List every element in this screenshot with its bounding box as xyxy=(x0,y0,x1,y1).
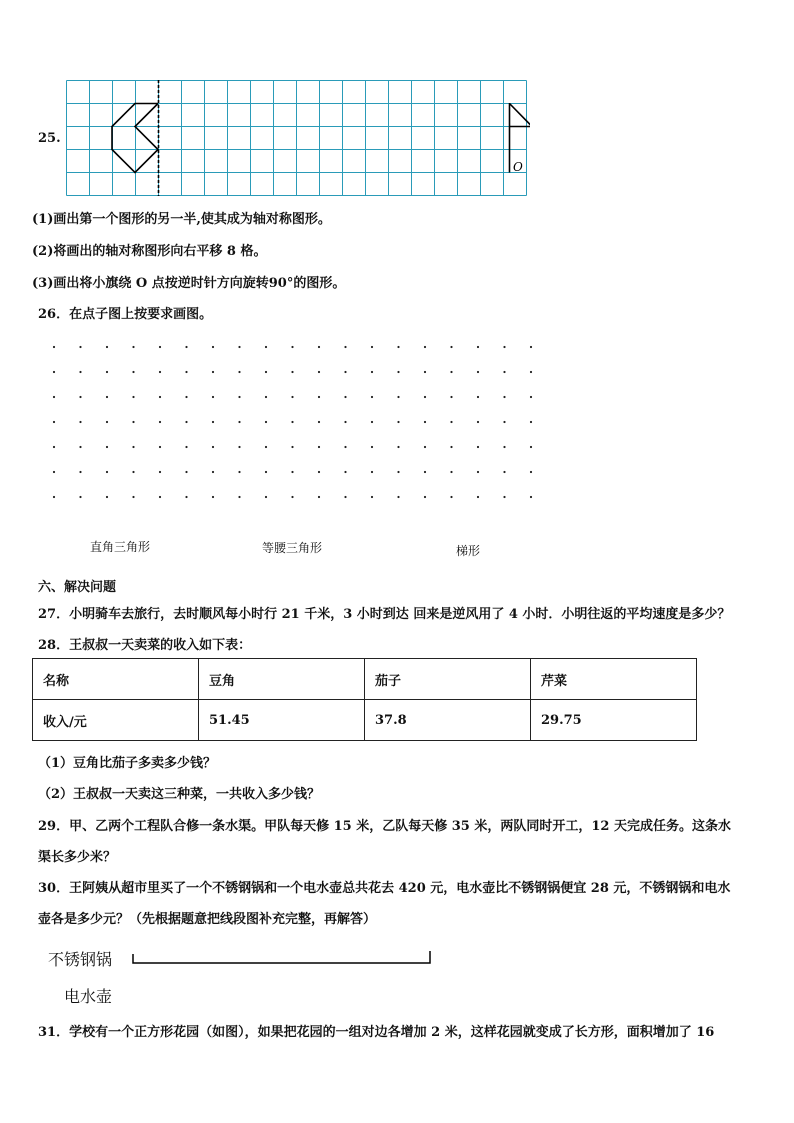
grid-dot xyxy=(371,471,373,473)
grid-dot xyxy=(185,496,187,498)
grid-dot xyxy=(265,396,267,398)
grid-dot xyxy=(238,446,240,448)
grid-dot xyxy=(265,446,267,448)
grid-dot xyxy=(238,496,240,498)
grid-dot xyxy=(530,471,532,473)
segment-diagram xyxy=(128,944,438,968)
grid-dot xyxy=(53,346,55,348)
q29-line-2: 渠长多少米？ xyxy=(38,850,117,865)
grid-dot xyxy=(291,471,293,473)
grid-dot xyxy=(477,446,479,448)
grid-dot xyxy=(318,421,320,423)
table-cell: 芹菜 xyxy=(531,659,697,700)
grid-dot xyxy=(450,371,452,373)
label-kettle: 电水壶 xyxy=(64,987,113,1006)
label-isosceles-triangle: 等腰三角形 xyxy=(262,541,323,555)
grid-dot xyxy=(344,471,346,473)
grid-dot xyxy=(238,371,240,373)
grid-dot xyxy=(132,346,134,348)
grid-dot xyxy=(424,496,426,498)
grid-dot xyxy=(212,446,214,448)
grid-dot xyxy=(344,446,346,448)
q26-title: 26．在点子图上按要求画图。 xyxy=(38,307,213,322)
grid-dot xyxy=(477,496,479,498)
grid-dot xyxy=(450,421,452,423)
grid-dot xyxy=(212,396,214,398)
q25-part-3: (3)画出将小旗绕 O 点按逆时针方向旋转90°的图形。 xyxy=(32,276,346,291)
grid-dot xyxy=(450,471,452,473)
q28-sub-1: （1）豆角比茄子多卖多少钱？ xyxy=(38,756,217,771)
grid-dot xyxy=(79,446,81,448)
grid-dot xyxy=(291,346,293,348)
grid-dot xyxy=(79,371,81,373)
grid-dot xyxy=(344,496,346,498)
grid-dot xyxy=(397,471,399,473)
grid-dot xyxy=(212,471,214,473)
grid-dot xyxy=(397,396,399,398)
q31-text: 31．学校有一个正方形花园（如图），如果把花园的一组对边各增加 2 米，这样花园就变成了长方形，面积增加了 16 xyxy=(38,1025,715,1040)
grid-dot xyxy=(291,371,293,373)
grid-dot xyxy=(185,396,187,398)
grid-dot xyxy=(424,471,426,473)
grid-dot xyxy=(106,421,108,423)
grid-dot xyxy=(318,371,320,373)
grid-dot xyxy=(371,346,373,348)
dot-grid xyxy=(40,335,550,515)
grid-dot xyxy=(477,471,479,473)
grid-dot xyxy=(318,346,320,348)
grid-dot xyxy=(79,346,81,348)
grid-dot xyxy=(238,396,240,398)
grid-dot xyxy=(106,371,108,373)
grid-dot xyxy=(530,446,532,448)
grid-dot xyxy=(132,446,134,448)
grid-dot xyxy=(530,371,532,373)
grid-dot xyxy=(477,396,479,398)
grid-dot xyxy=(212,371,214,373)
grid-dot xyxy=(318,446,320,448)
grid-dot xyxy=(265,421,267,423)
grid-dot xyxy=(79,421,81,423)
grid-dot xyxy=(503,496,505,498)
grid-dot xyxy=(424,421,426,423)
grid-dot xyxy=(106,346,108,348)
grid-dot xyxy=(185,346,187,348)
grid-dot xyxy=(530,421,532,423)
grid-dot xyxy=(477,346,479,348)
q28-sub-2: （2）王叔叔一天卖这三种菜，一共收入多少钱？ xyxy=(38,787,321,802)
grid-dot xyxy=(106,446,108,448)
grid-dot xyxy=(503,371,505,373)
table-cell: 茄子 xyxy=(365,659,531,700)
label-right-triangle: 直角三角形 xyxy=(90,540,151,554)
grid-dot xyxy=(291,396,293,398)
grid-dot xyxy=(344,396,346,398)
grid-dot xyxy=(132,421,134,423)
question-number-25: 25. xyxy=(38,131,61,146)
table-row xyxy=(33,700,697,741)
grid-dot xyxy=(185,421,187,423)
table-cell: 豆角 xyxy=(199,659,365,700)
grid-dot xyxy=(212,421,214,423)
grid-dot xyxy=(318,496,320,498)
grid-dot xyxy=(530,346,532,348)
section-heading: 六、解决问题 xyxy=(38,580,117,595)
q30-line-1: 30．王阿姨从超市里买了一个不锈钢锅和一个电水壶总共花去 420 元，电水壶比不锈钢锅便宜 28 元，不锈钢锅和电水 xyxy=(38,881,731,896)
grid-dot xyxy=(212,346,214,348)
grid-dot xyxy=(159,496,161,498)
grid-dot xyxy=(159,346,161,348)
grid-dot xyxy=(530,496,532,498)
grid-dot xyxy=(371,496,373,498)
q27-text: 27．小明骑车去旅行，去时顺风每小时行 21 千米，3 小时到达 回来是逆风用了 4 小时．小明往返的平均速度是多少？ xyxy=(38,607,731,622)
grid-dot xyxy=(159,471,161,473)
grid-dot xyxy=(265,471,267,473)
grid-dot xyxy=(424,396,426,398)
grid-dot xyxy=(450,346,452,348)
grid-dot xyxy=(53,371,55,373)
grid-dot xyxy=(159,446,161,448)
grid-dot xyxy=(477,371,479,373)
grid-lines xyxy=(67,81,527,196)
grid-dot xyxy=(503,421,505,423)
grid-dot xyxy=(238,421,240,423)
grid-dot xyxy=(238,346,240,348)
table-cell: 51.45 xyxy=(199,700,365,741)
grid-dot xyxy=(450,446,452,448)
grid-dot xyxy=(159,396,161,398)
grid-dot xyxy=(132,371,134,373)
grid-dot xyxy=(344,346,346,348)
grid-dot xyxy=(503,346,505,348)
table-cell: 收入/元 xyxy=(33,700,199,741)
grid-dot xyxy=(397,446,399,448)
grid-dot xyxy=(450,396,452,398)
grid-dot xyxy=(344,371,346,373)
grid-figure xyxy=(66,80,530,198)
grid-dot xyxy=(106,471,108,473)
grid-dot xyxy=(132,471,134,473)
grid-dot xyxy=(397,371,399,373)
grid-dot xyxy=(371,421,373,423)
grid-dot xyxy=(424,371,426,373)
point-o-label: O xyxy=(513,160,523,174)
table-cell: 37.8 xyxy=(365,700,531,741)
label-trapezoid: 梯形 xyxy=(456,544,481,558)
grid-dot xyxy=(371,371,373,373)
label-steel-pot: 不锈钢锅 xyxy=(48,950,113,969)
grid-dot xyxy=(106,496,108,498)
q25-part-2: (2)将画出的轴对称图形向右平移 8 格。 xyxy=(32,244,267,259)
grid-dot xyxy=(132,496,134,498)
grid-dot xyxy=(318,396,320,398)
grid-dot xyxy=(503,396,505,398)
grid-dot xyxy=(530,396,532,398)
grid-dot xyxy=(503,446,505,448)
grid-dot xyxy=(53,421,55,423)
grid-dot xyxy=(424,446,426,448)
q29-line-1: 29．甲、乙两个工程队合修一条水渠。甲队每天修 15 米，乙队每天修 35 米，两队同时开工，12 天完成任务。这条水 xyxy=(38,819,731,834)
table-cell: 名称 xyxy=(33,659,199,700)
grid-dot xyxy=(371,446,373,448)
grid-dot xyxy=(424,346,426,348)
grid-dot xyxy=(265,371,267,373)
grid-dot xyxy=(450,496,452,498)
q28-title: 28．王叔叔一天卖菜的收入如下表： xyxy=(38,638,252,653)
grid-dot xyxy=(477,421,479,423)
grid-dot xyxy=(212,496,214,498)
grid-dot xyxy=(79,396,81,398)
grid-dot xyxy=(185,371,187,373)
grid-dot xyxy=(397,346,399,348)
grid-dot xyxy=(53,496,55,498)
grid-dot xyxy=(397,496,399,498)
grid-dot xyxy=(291,446,293,448)
grid-dot xyxy=(185,471,187,473)
grid-dot xyxy=(53,471,55,473)
grid-dot xyxy=(291,421,293,423)
grid-dot xyxy=(106,396,108,398)
q25-part-1: (1)画出第一个图形的另一半,使其成为轴对称图形。 xyxy=(32,212,331,227)
grid-dot xyxy=(132,396,134,398)
grid-dot xyxy=(503,471,505,473)
grid-dot xyxy=(185,446,187,448)
grid-dot xyxy=(318,471,320,473)
grid-dot xyxy=(79,496,81,498)
table-cell: 29.75 xyxy=(531,700,697,741)
grid-dot xyxy=(238,471,240,473)
grid-dot xyxy=(265,346,267,348)
table-row xyxy=(33,659,697,700)
grid-dot xyxy=(53,396,55,398)
grid-dot xyxy=(397,421,399,423)
q30-line-2: 壶各是多少元？（先根据题意把线段图补充完整，再解答） xyxy=(38,912,377,927)
grid-dot xyxy=(79,471,81,473)
grid-dot xyxy=(344,421,346,423)
grid-dot xyxy=(53,446,55,448)
grid-dot xyxy=(291,496,293,498)
grid-dot xyxy=(159,421,161,423)
income-table xyxy=(32,658,697,741)
grid-dot xyxy=(159,371,161,373)
grid-dot xyxy=(371,396,373,398)
grid-dot xyxy=(265,496,267,498)
